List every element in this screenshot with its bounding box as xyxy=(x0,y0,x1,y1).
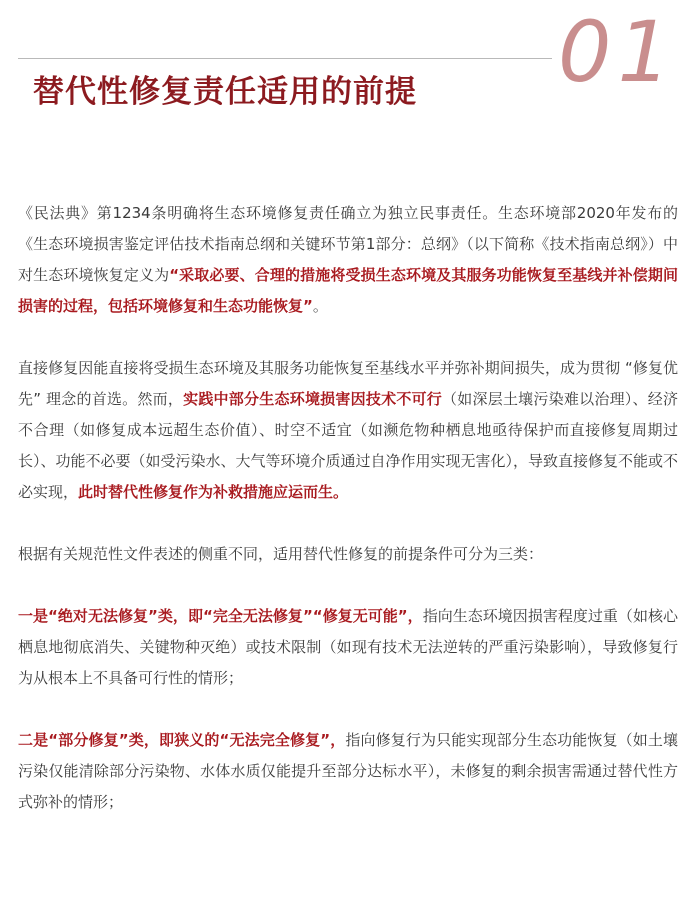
highlighted-text: 此时替代性修复作为补救措施应运而生。 xyxy=(78,483,349,501)
highlighted-text: 一是“绝对无法修复”类，即“完全无法修复”“修复无可能”， xyxy=(18,607,423,625)
paragraph-text: （如深层土壤污染难以治理）、经济不合理（如修复成本远超生态价值）、时空不适宜（如濒危物种栖息地亟待保护而直接修复周期过长）、功能不必要（如受污染水、大气等环境介质通过自净作用实现无害化），导致直接修复不能或不必实现， xyxy=(18,390,679,501)
section-header xyxy=(0,0,696,130)
highlighted-text: 实践中部分生态环境损害因技术不可行 xyxy=(183,390,443,408)
paragraph-civil-code xyxy=(18,198,678,322)
paragraph-text: 。 xyxy=(312,297,328,315)
article-body xyxy=(18,198,678,818)
paragraph-category-two xyxy=(18,725,678,818)
paragraph-text: 《民法典》第1234条明确将生态环境修复责任确立为独立民事责任。生态环境部2020年发布的《生态环境损害鉴定评估技术指南总纲和关键环节第1部分：总纲》（以下简称《技术指南总纲》）中对生态环境恢复定义为 xyxy=(18,204,678,284)
paragraph-text: 指向生态环境因损害程度过重（如核心栖息地彻底消失、关键物种灭绝）或技术限制（如现有技术无法逆转的严重污染影响），导致修复行为从根本上不具备可行性的情形； xyxy=(18,607,678,687)
page-title: 替代性修复责任适用的前提 xyxy=(33,74,417,110)
section-number: 01 xyxy=(552,10,683,94)
paragraph-category-one xyxy=(18,601,678,694)
paragraph-direct-restoration xyxy=(18,353,678,508)
highlighted-text: “采取必要、合理的措施将受损生态环境及其服务功能恢复至基线并补偿期间损害的过程，包括环境修复和生态功能恢复” xyxy=(18,266,678,315)
paragraph-text: 根据有关规范性文件表述的侧重不同，适用替代性修复的前提条件可分为三类： xyxy=(18,545,544,563)
paragraph-text: 指向修复行为只能实现部分生态功能恢复（如土壤污染仅能清除部分污染物、水体水质仅能提升至部分达标水平），未修复的剩余损害需通过替代性方式弥补的情形； xyxy=(18,731,678,811)
highlighted-text: 二是“部分修复”类，即狭义的“无法完全修复”， xyxy=(18,731,346,749)
paragraph-classification-intro xyxy=(18,539,678,570)
paragraph-text: 直接修复因能直接将受损生态环境及其服务功能恢复至基线水平并弥补期间损失，成为贯彻 “修复优先” 理念的首选。然而， xyxy=(18,359,678,408)
